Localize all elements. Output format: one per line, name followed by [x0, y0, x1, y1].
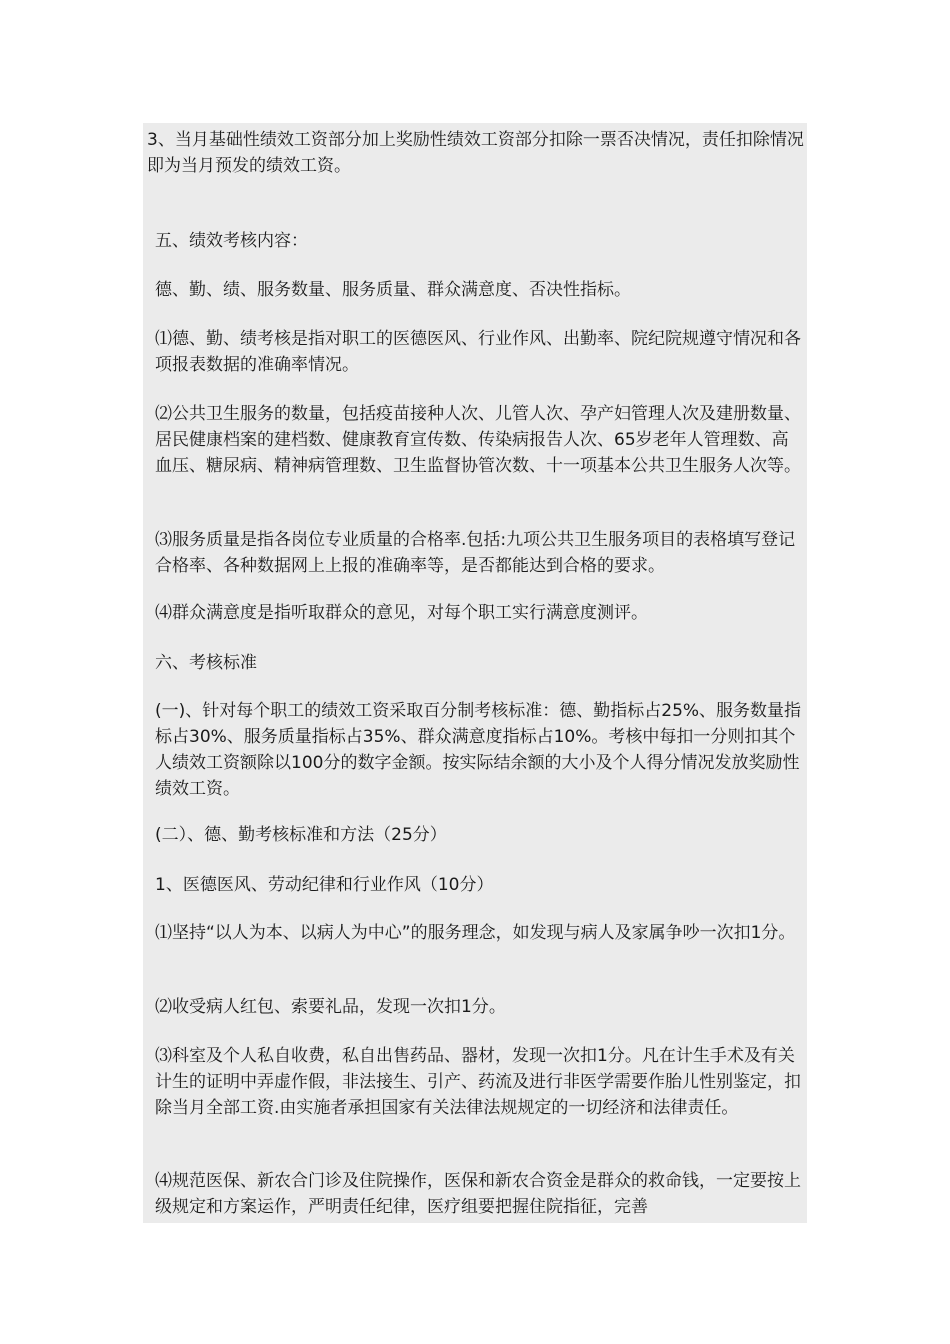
paragraph-rule-4: ⑷规范医保、新农合门诊及住院操作，医保和新农合资金是群众的救命钱，一定要按上级规定和方案运作，严明责任纪律，医疗组要把握住院指征，完善: [155, 1171, 801, 1217]
heading-standard-two: (二）、德、勤考核标准和方法（25分）: [155, 825, 447, 845]
heading-section-six: 六、考核标准: [155, 653, 257, 673]
paragraph-item-4-satisfaction: ⑷群众满意度是指听取群众的意见，对每个职工实行满意度测评。: [155, 603, 648, 623]
heading-section-five: 五、绩效考核内容：: [155, 231, 308, 251]
paragraph-item-1-conduct: ⑴德、勤、绩考核是指对职工的医德医风、行业作风、出勤率、院纪院规遵守情况和各项报表数据的准确率情况。: [155, 329, 801, 375]
paragraph-rule-3: ⑶科室及个人私自收费，私自出售药品、器材，发现一次扣1分。凡在计生手术及有关计生的证明中弄虚作假，非法接生、引产、药流及进行非医学需要作胎儿性别鉴定，扣除当月全部工资.由实施者承担国家有关法律法规规定的一切经济和法律责任。: [155, 1046, 801, 1118]
heading-medical-ethics: 1、医德医风、劳动纪律和行业作风（10分）: [155, 875, 494, 895]
paragraph-assessment-items: 德、勤、绩、服务数量、服务质量、群众满意度、否决性指标。: [155, 280, 631, 300]
paragraph-standard-one: (一)、针对每个职工的绩效工资采取百分制考核标准：德、勤指标占25%、服务数量指标占30%、服务质量指标占35%、群众满意度指标占10%。考核中每扣一分则扣其个人绩效工资额除以100分的数字金额。按实际结余额的大小及个人得分情况发放奖励性绩效工资。: [155, 701, 802, 799]
paragraph-basic-performance-pay: 3、当月基础性绩效工资部分加上奖励性绩效工资部分扣除一票否决情况，责任扣除情况即为当月预发的绩效工资。: [147, 130, 804, 176]
paragraph-rule-2: ⑵收受病人红包、索要礼品，发现一次扣1分。: [155, 997, 506, 1017]
document-text-panel: [143, 123, 807, 1223]
paragraph-item-3-service-quality: ⑶服务质量是指各岗位专业质量的合格率.包括:九项公共卫生服务项目的表格填写登记合格率、各种数据网上上报的准确率等，是否都能达到合格的要求。: [155, 530, 796, 576]
paragraph-rule-1: ⑴坚持“以人为本、以病人为中心”的服务理念，如发现与病人及家属争吵一次扣1分。: [155, 923, 796, 943]
paragraph-item-2-service-quantity: ⑵公共卫生服务的数量，包括疫苗接种人次、儿管人次、孕产妇管理人次及建册数量、居民健康档案的建档数、健康教育宣传数、传染病报告人次、65岁老年人管理数、高血压、糖尿病、精神病管理数、卫生监督协管次数、十一项基本公共卫生服务人次等。: [155, 404, 801, 476]
